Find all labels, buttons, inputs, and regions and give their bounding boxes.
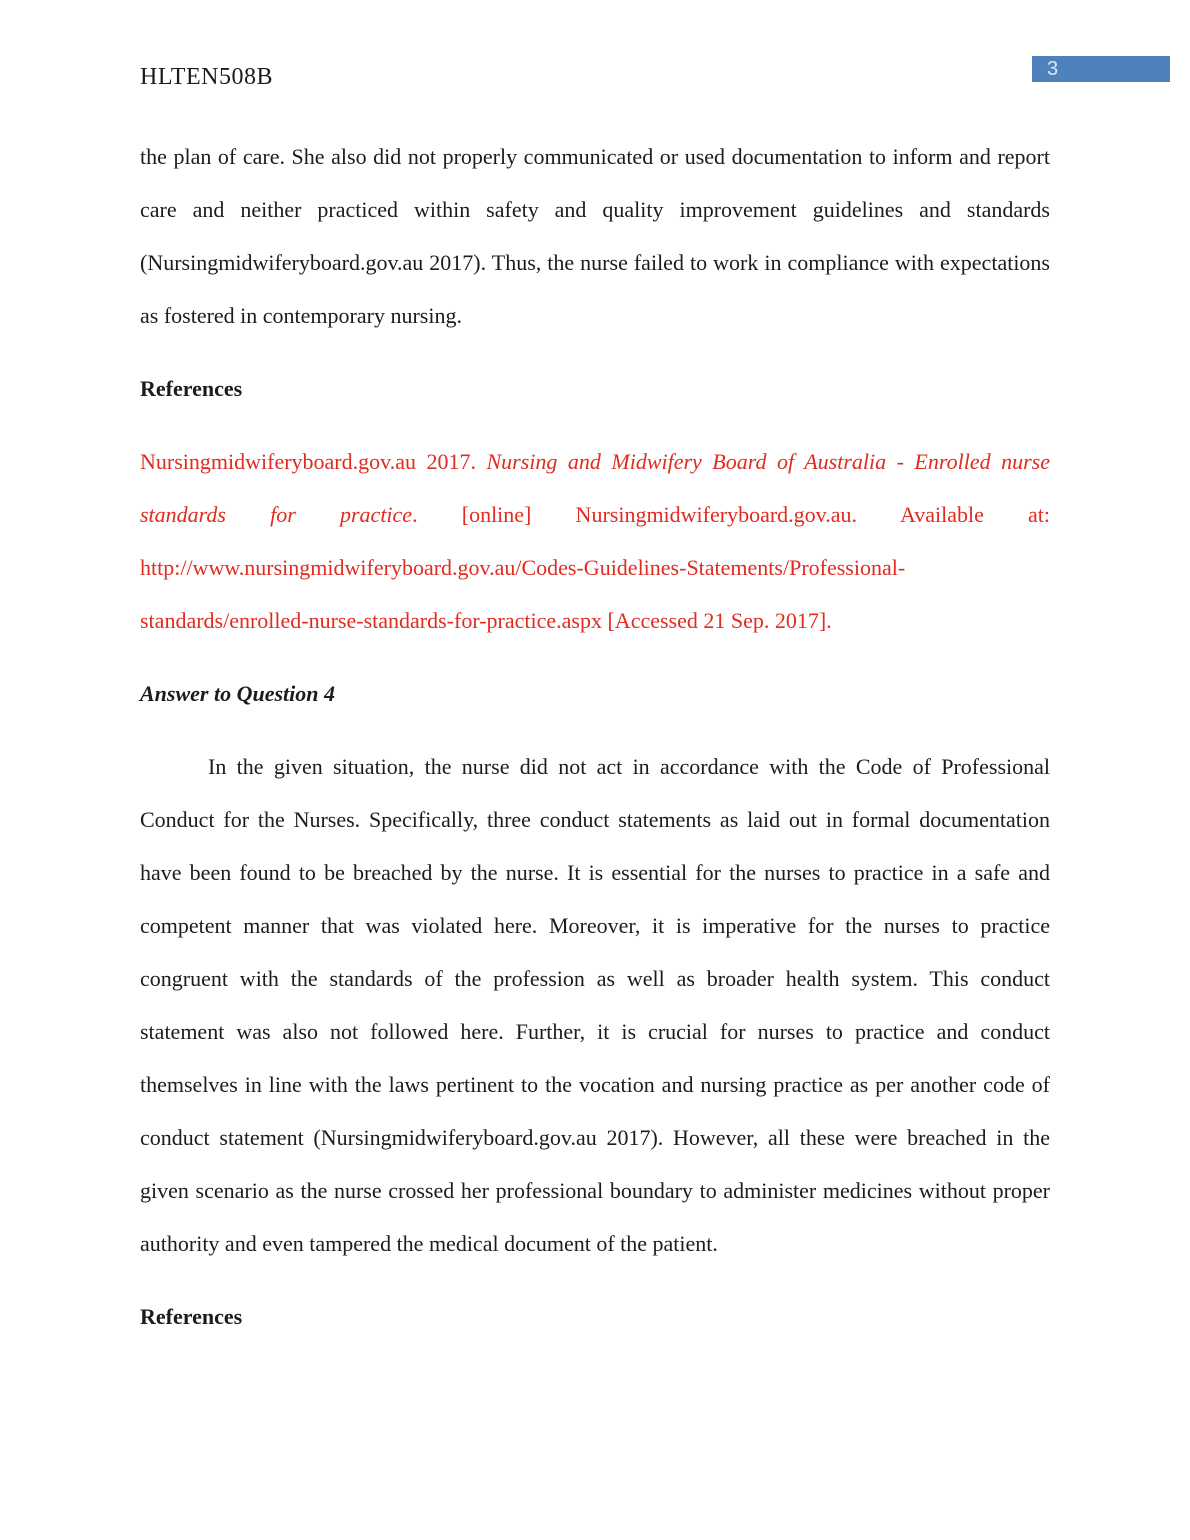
- reference-url-accessed: . [online] Nursingmidwiferyboard.gov.au. Available at: http://www.nursingmidwiferyboard.gov.au/Codes-Guidelines-Statements/Professional-standards/enrolled-nurse-standards-for-practice.aspx [Accessed 21 Sep. 2017].: [140, 502, 1051, 633]
- references-heading-2: References: [140, 1304, 243, 1329]
- document-body: [140, 130, 1050, 1363]
- page-number: 3: [1047, 58, 1059, 80]
- reference-author-year: Nursingmidwiferyboard.gov.au 2017.: [140, 449, 487, 474]
- answer-paragraph: In the given situation, the nurse did not act in accordance with the Code of Professional Conduct for the Nurses. Specifically, three conduct statements as laid out in formal documentation have been found to be breached by the nurse. It is essential for the nurses to practice in a safe and competent manner that was violated here. Moreover, it is imperative for the nurses to practice congruent with the standards of the profession as well as broader health system. This conduct statement was also not followed here. Further, it is crucial for nurses to practice and conduct themselves in line with the laws pertinent to the vocation and nursing practice as per another code of conduct statement (Nursingmidwiferyboard.gov.au 2017). However, all these were breached in the given scenario as the nurse crossed her professional boundary to administer medicines without proper authority and even tampered the medical document of the patient.: [140, 754, 1050, 1256]
- page-number-box: [1032, 56, 1170, 82]
- course-code-header: HLTEN508B: [140, 64, 273, 90]
- answer-question-4-heading: Answer to Question 4: [140, 681, 335, 706]
- reference-entry: [140, 435, 1050, 647]
- references-heading-1: References: [140, 376, 243, 401]
- reference-title: Nursing and Midwifery Board of Australia - Enrolled nurse standards for practice: [140, 449, 1050, 527]
- paragraph-continuation: the plan of care. She also did not properly communicated or used documentation to inform and report care and neither practiced within safety and quality improvement guidelines and standards (Nursingmidwiferyboard.gov.au 2017). Thus, the nurse failed to work in compliance with expectations as fostered in contemporary nursing.: [140, 144, 1050, 328]
